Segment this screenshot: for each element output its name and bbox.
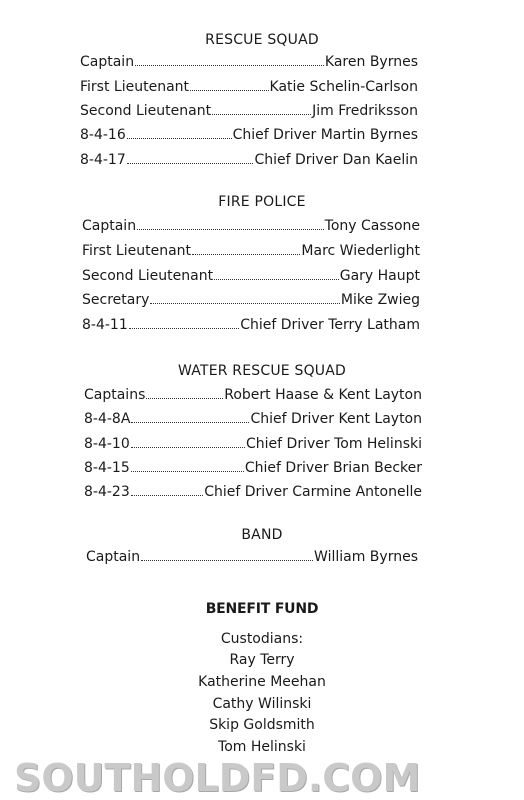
member-name: Chief Driver Dan Kaelin	[254, 152, 418, 168]
member-name: Robert Haase & Kent Layton	[224, 387, 422, 403]
role-label: Captain	[80, 54, 135, 70]
member-name: Marc Wiederlight	[301, 243, 420, 259]
member-name: Chief Driver Terry Latham	[240, 317, 420, 333]
member-name: Chief Driver Brian Becker	[244, 460, 422, 476]
role-label: Captain	[82, 218, 137, 234]
leader-dots	[131, 446, 245, 448]
member-name: Chief Driver Martin Byrnes	[232, 127, 418, 143]
roster-row	[82, 243, 420, 259]
leader-dots	[141, 559, 313, 561]
custodian-name: Cathy Wilinski	[212, 696, 312, 712]
roster-row	[80, 103, 418, 119]
roster-row	[80, 54, 418, 70]
leader-dots	[127, 162, 254, 164]
leader-dots	[190, 89, 269, 91]
custodian-name: Skip Goldsmith	[209, 717, 315, 733]
role-label: 8-4-16	[80, 127, 126, 143]
leader-dots	[129, 327, 239, 329]
custodians-label: Custodians:	[220, 631, 304, 647]
leader-dots	[131, 421, 249, 423]
role-label: 8-4-10	[84, 436, 130, 452]
site-watermark: SOUTHOLDFD.COM	[14, 756, 421, 800]
member-name: William Byrnes	[314, 549, 418, 565]
roster-row	[82, 292, 420, 308]
roster-row	[84, 411, 422, 427]
member-name: Chief Driver Carmine Antonelle	[204, 484, 422, 500]
custodian-name: Katherine Meehan	[198, 674, 326, 690]
leader-dots	[131, 494, 203, 496]
role-label: Captain	[86, 549, 141, 565]
roster-row	[80, 79, 418, 95]
role-label: 8-4-8A	[84, 411, 131, 427]
leader-dots	[131, 470, 244, 472]
role-label: Second Lieutenant	[80, 103, 212, 119]
role-label: Secretary	[82, 292, 150, 308]
member-name: Chief Driver Tom Helinski	[246, 436, 422, 452]
section-title-band: BAND	[241, 527, 283, 543]
member-name: Gary Haupt	[339, 268, 420, 284]
benefit-fund-title: BENEFIT FUND	[205, 601, 319, 617]
member-name: Chief Driver Kent Layton	[250, 411, 422, 427]
leader-dots	[127, 137, 232, 139]
custodian-name: Ray Terry	[229, 652, 295, 668]
roster-row	[84, 387, 422, 403]
roster-row	[84, 460, 422, 476]
leader-dots	[212, 113, 311, 115]
section-title-water-rescue-squad: WATER RESCUE SQUAD	[177, 363, 347, 379]
section-title-fire-police: FIRE POLICE	[218, 194, 306, 210]
roster-row	[80, 127, 418, 143]
role-label: 8-4-15	[84, 460, 130, 476]
roster-row	[84, 436, 422, 452]
member-name: Katie Schelin-Carlson	[269, 79, 418, 95]
roster-row	[84, 484, 422, 500]
roster-row	[86, 549, 418, 565]
role-label: 8-4-17	[80, 152, 126, 168]
member-name: Karen Byrnes	[324, 54, 418, 70]
member-name: Tony Cassone	[324, 218, 420, 234]
roster-row	[82, 268, 420, 284]
roster-row	[82, 317, 420, 333]
leader-dots	[135, 64, 324, 66]
role-label: Second Lieutenant	[82, 268, 214, 284]
leader-dots	[192, 253, 300, 255]
roster-row	[80, 152, 418, 168]
leader-dots	[214, 278, 339, 280]
role-label: First Lieutenant	[80, 79, 190, 95]
role-label: Captains	[84, 387, 146, 403]
role-label: 8-4-11	[82, 317, 128, 333]
roster-row	[82, 218, 420, 234]
role-label: First Lieutenant	[82, 243, 192, 259]
member-name: Jim Fredriksson	[312, 103, 418, 119]
role-label: 8-4-23	[84, 484, 130, 500]
custodian-name: Tom Helinski	[218, 739, 306, 755]
leader-dots	[137, 228, 324, 230]
member-name: Mike Zwieg	[340, 292, 420, 308]
leader-dots	[150, 302, 340, 304]
section-title-rescue-squad: RESCUE SQUAD	[205, 32, 319, 48]
leader-dots	[146, 397, 223, 399]
